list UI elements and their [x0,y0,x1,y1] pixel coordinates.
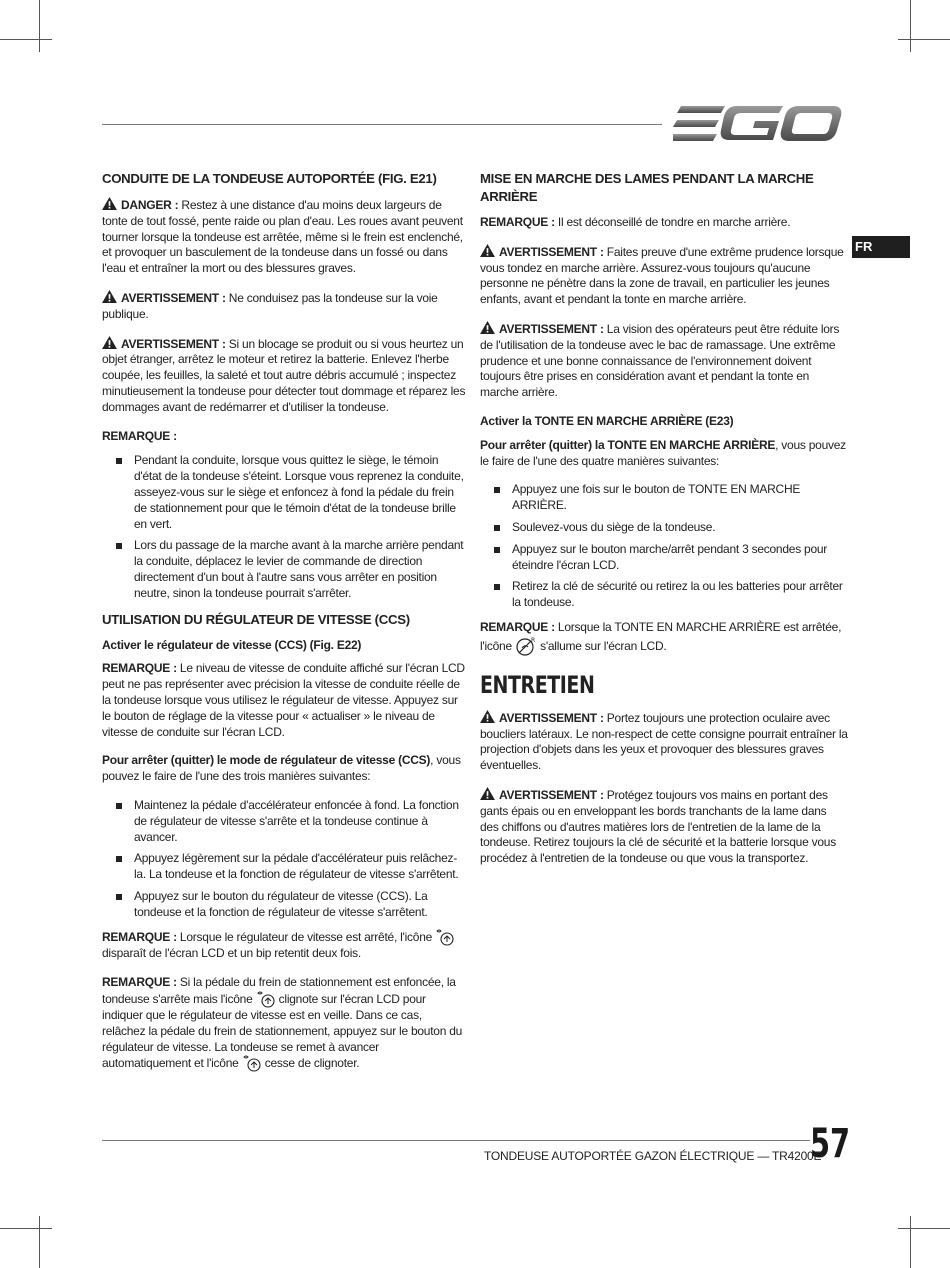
note-paragraph [102,661,466,740]
warning-label: AVERTISSEMENT : [499,710,604,725]
language-tab: FR [852,236,910,258]
stop-intro [480,438,848,470]
stop-intro [102,753,466,785]
list-item: Soulevez-vous du siège de la tondeuse. [512,520,848,536]
warning-text: Portez toujours une protection oculaire avec boucliers latéraux. Le non-respect de cette consigne pourrait entraîner la projection d'objets dans les yeux et provoquer des blessures graves éventuelles. [480,710,848,773]
bullet-list [102,453,466,601]
list-item: Pendant la conduite, lorsque vous quittez le siège, le témoin d'état de la tondeuse s'éteint. Lorsque vous reprenez la conduite, asseyez-vous sur le siège et enfoncez à fond la pédale du frein de stationnement pour que le témoin d'état de la tondeuse brille en vert. [134,453,466,532]
crop-mark [898,39,950,40]
left-column [102,170,466,1085]
stop-text: , vous pouvez le faire de l'une des trois manières suivantes: [102,753,461,784]
section-title: UTILISATION DU RÉGULATEUR DE VITESSE (CCS) [102,611,410,627]
cruise-control-icon [435,929,455,946]
subsection-title: Activer le régulateur de vitesse (CCS) (Fig. E22) [102,637,362,652]
note-paragraph [480,620,848,656]
warning-paragraph [102,290,466,323]
warning-triangle-icon [480,321,495,334]
crop-mark [39,1216,40,1268]
warning-triangle-icon [480,244,495,257]
warning-text: Ne conduisez pas la tondeuse sur la voie publique. [102,290,438,321]
cruise-control-icon [242,1055,262,1072]
crop-mark [898,1228,950,1229]
warning-label: AVERTISSEMENT : [499,787,604,802]
note-text: disparaît de l'écran LCD et un bip retentit deux fois. [102,946,361,961]
note-text: Lorsque le régulateur de vitesse est arrêté, l'icône [176,930,436,945]
note-text: Lorsque la TONTE EN MARCHE ARRIÈRE est arrêtée, l'icône [480,619,842,653]
footer-product: TONDEUSE AUTOPORTÉE GAZON ÉLECTRIQUE — TR4200E [484,1149,822,1163]
note-paragraph [102,975,466,1072]
reverse-mowing-icon [515,636,537,656]
warning-paragraph [480,321,848,401]
warning-triangle-icon [480,710,495,723]
warning-label: AVERTISSEMENT : [499,321,604,336]
bullet-list [480,482,848,611]
list-item: Retirez la clé de sécurité ou retirez la ou les batteries pour arrêter la tondeuse. [512,579,848,611]
note-text: clignote sur l'écran LCD pour indiquer que le régulateur de vitesse est en veille. Dans ce cas, relâchez la pédale du frein de stationnement, appuyez sur le bouton du régulateur de vitesse. La tondeuse se remet à avancer automatiquement et l'icône [102,992,463,1071]
note-text: cesse de clignoter. [261,1056,360,1071]
warning-paragraph [480,710,848,774]
danger-label: DANGER : [121,198,179,212]
warning-text: Protégez toujours vos mains en portant des gants épais ou en enveloppant les bords tranchants de la lame dans des chiffons ou d'autres matières lors de l'entretien de la lame de la tondeuse. Retirez toujours la clé de sécurité et la batterie lorsque vous procédez à l'entretien de la tondeuse ou que vous la transportez. [480,787,836,866]
stop-bold: Pour arrêter (quitter) le mode de régulateur de vitesse (CCS) [102,753,431,768]
list-item: Appuyez sur le bouton du régulateur de vitesse (CCS). La tondeuse et la fonction de régulateur de vitesse s'arrêtent. [134,889,466,921]
header-rule [102,124,662,125]
warning-label: AVERTISSEMENT : [121,290,226,305]
list-item: Appuyez sur le bouton marche/arrêt pendant 3 secondes pour éteindre l'écran LCD. [512,542,848,574]
maintenance-heading: ENTRETIEN [480,670,595,699]
section-title: CONDUITE DE LA TONDEUSE AUTOPORTÉE (FIG. E21) [102,171,437,186]
note-paragraph [480,215,848,231]
warning-triangle-icon [480,787,495,800]
ego-logo [673,104,843,144]
subsection-title: Activer la TONTE EN MARCHE ARRIÈRE (E23) [480,413,734,428]
note-text: s'allume sur l'écran LCD. [536,638,667,653]
warning-label: AVERTISSEMENT : [499,244,604,259]
note-label: REMARQUE : [480,215,555,229]
list-item: Appuyez une fois sur le bouton de TONTE EN MARCHE ARRIÈRE. [512,482,848,514]
warning-paragraph [102,336,466,416]
footer-rule [102,1140,810,1141]
note-paragraph [102,929,466,962]
stop-bold: Pour arrêter (quitter) la TONTE EN MARCHE ARRIÈRE [480,437,776,452]
list-item: Maintenez la pédale d'accélérateur enfoncée à fond. La fonction de régulateur de vitesse s'arrête et la tondeuse continue à avancer. [134,798,466,845]
list-item: Appuyez légèrement sur la pédale d'accélérateur puis relâchez-la. La tondeuse et la fonction de régulateur de vitesse s'arrêtent. [134,851,466,883]
note-text: Le niveau de vitesse de conduite affiché sur l'écran LCD peut ne pas représenter avec précision la vitesse de conduite réelle de la tondeuse lorsque vous utilisez le régulateur de vitesse. Appuyez sur le bouton de réglage de la vitesse pour « actualiser » le niveau de vitesse de conduite sur l'écran LCD. [102,661,465,739]
warning-triangle-icon [102,336,117,349]
list-item: Lors du passage de la marche avant à la marche arrière pendant la conduite, déplacez le levier de commande de direction directement d'un bout à l'autre sans vous arrêter en position neutre, sinon la tondeuse pourrait s'arrêter. [134,538,466,601]
warning-triangle-icon [102,290,117,303]
warning-paragraph [480,787,848,867]
warning-triangle-icon [102,197,117,210]
svg-text:R: R [530,636,535,644]
right-column [480,170,848,880]
warning-paragraph [480,244,848,308]
stop-text: , vous pouvez le faire de l'une des quatre manières suivantes: [480,437,846,468]
danger-paragraph [102,197,466,277]
crop-mark [0,1228,52,1229]
bullet-list [102,798,466,921]
cruise-control-icon [256,991,276,1008]
warning-text: Faites preuve d'une extrême prudence lorsque vous tondez en marche arrière. Assurez-vous toujours qu'aucune personne ne pénètre dans la zone de travail, en particulier les jeunes enfants, avant et pendant la tonte en marche arrière. [480,244,844,307]
note-text: Si la pédale du frein de stationnement est enfoncée, la tondeuse s'arrête mais l'icône [102,975,456,1007]
warning-text: La vision des opérateurs peut être réduite lors de l'utilisation de la tondeuse avec le bac de ramassage. Une extrême prudence et une bonne connaissance de l'environnement doivent toujours être prises en considération avant et pendant la tonte en marche arrière. [480,321,840,400]
danger-text: Restez à une distance d'au moins deux largeurs de tonte de tout fossé, pente raide ou plan d'eau. Les roues avant peuvent tourner lorsque la tondeuse est arrêtée, même si le frein est enclenché, et provoquer un basculement de la tondeuse dans un fossé ou dans l'eau et entraîner la mort ou des blessures graves. [102,198,463,276]
section-title: MISE EN MARCHE DES LAMES PENDANT LA MARCHE ARRIÈRE [480,171,814,204]
warning-text: Si un blocage se produit ou si vous heurtez un objet étranger, arrêtez le moteur et retirez la batterie. Enlevez l'herbe coupée, les feuilles, la saleté et tout autre débris accumulé ; inspectez minutieusement la tondeuse pour détecter tout dommage et réparez les dommages avant de redémarrer et d'utiliser la tondeuse. [102,336,466,414]
note-label: REMARQUE : [102,428,177,443]
note-label: REMARQUE : [102,930,177,945]
note-text: Il est déconseillé de tondre en marche arrière. [554,215,791,229]
warning-label: AVERTISSEMENT : [121,336,226,351]
note-label: REMARQUE : [102,975,177,990]
crop-mark [39,0,40,52]
crop-mark [910,0,911,52]
note-label: REMARQUE : [102,661,177,676]
note-label: REMARQUE : [480,619,555,634]
crop-mark [0,39,52,40]
page-number: 57 [810,1121,851,1167]
crop-mark [910,1216,911,1268]
